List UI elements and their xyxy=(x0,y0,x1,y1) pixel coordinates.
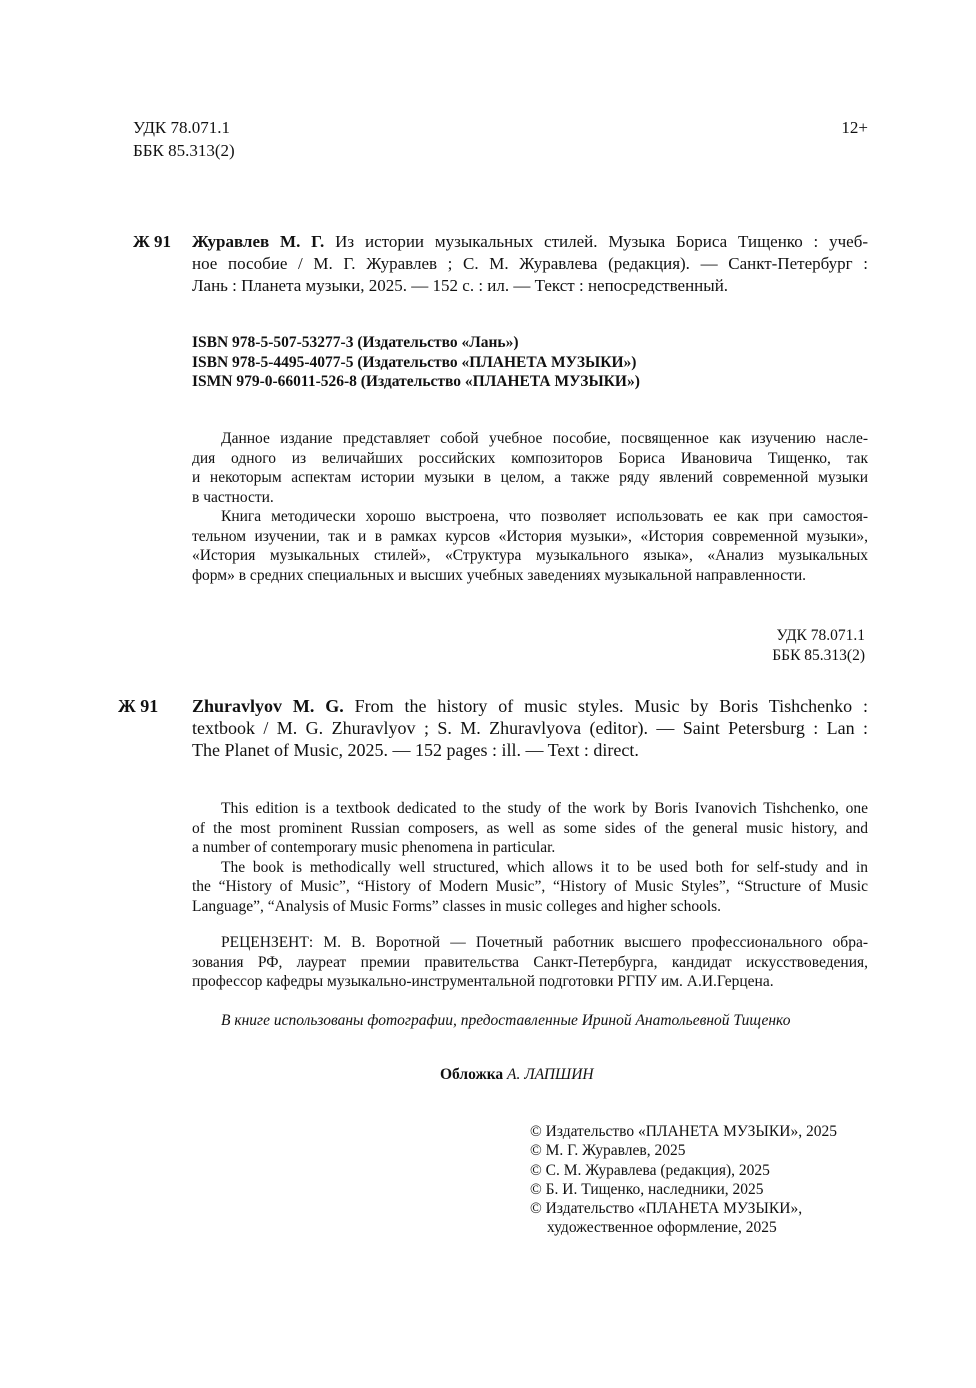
abstract-en-line: This edition is a textbook dedicated to the study of the work by Boris Ivanovich Tishchenko, one xyxy=(221,800,868,817)
abstract-en xyxy=(192,799,868,916)
abstract-ru-line: «История музыкальных стилей», «Структура музыкального языка», «Анализ музыкальных xyxy=(192,547,868,564)
photo-credit: В книге использованы фотографии, предоставленные Ириной Анатольевной Тищенко xyxy=(221,1012,791,1029)
copyright-line: © М. Г. Журавлев, 2025 xyxy=(530,1142,686,1160)
entry-code-ru: Ж 91 xyxy=(133,232,172,251)
entry-ru xyxy=(192,231,868,297)
udk-code: УДК 78.071.1 xyxy=(133,118,231,137)
cover-label: Обложка xyxy=(440,1066,504,1083)
author-en: Zhuravlyov M. G. xyxy=(192,696,344,716)
udk-code-2: УДК 78.071.1 xyxy=(776,627,865,644)
author-ru: Журавлев М. Г. xyxy=(192,232,325,251)
abstract-ru-line: форм» в средних специальных и высших учебных заведениях музыкальной направленности. xyxy=(192,566,807,584)
copyright-line: © Издательство «ПЛАНЕТА МУЗЫКИ», xyxy=(530,1200,803,1218)
copyright-block xyxy=(530,1122,837,1238)
reviewer-line: профессор кафедры музыкально-инструментальной подготовки РГПУ им. А.И.Герцена. xyxy=(192,973,774,990)
entry-code-en: Ж 91 xyxy=(118,696,159,716)
entry-en xyxy=(192,695,868,761)
copyright-line: © Б. И. Тищенко, наследники, 2025 xyxy=(530,1180,764,1198)
entry-ru-line-2: ное пособие / М. Г. Журавлев ; С. М. Журавлева (редакция). — Санкт-Петербург : xyxy=(192,254,868,273)
abstract-ru-line: тельном изучении, так и в рамках курсов «История музыки», «История современной музыки», xyxy=(192,527,868,545)
entry-ru-line-3: Лань : Планета музыки, 2025. — 152 с. : ил. — Текст : непосредственный. xyxy=(192,276,729,295)
isbn-line: ISBN 978-5-507-53277-3 (Издательство «Лань») xyxy=(192,334,519,351)
abstract-en-line: a number of contemporary music phenomena in particular. xyxy=(192,839,556,856)
abstract-ru-line: Книга методически хорошо выстроена, что позволяет использовать ее как при самостоя- xyxy=(221,508,868,525)
reviewer-line: РЕЦЕНЗЕНТ: М. В. Воротной — Почетный работник высшего профессионального обра- xyxy=(221,934,868,951)
isbn-block xyxy=(192,333,640,392)
copyright-line: художественное оформление, 2025 xyxy=(547,1219,777,1237)
abstract-en-line: of the most prominent Russian composers, as well as some sides of the general music history, and xyxy=(192,819,868,837)
isbn-line: ISBN 978-5-4495-4077-5 (Издательство «ПЛАНЕТА МУЗЫКИ») xyxy=(192,353,637,371)
age-rating: 12+ xyxy=(841,118,868,137)
cover-credit xyxy=(440,1065,594,1085)
abstract-ru-line: дия одного из величайших российских композиторов Бориса Ивановича Тищенко, так xyxy=(192,449,868,467)
reviewer-line: зования РФ, лауреат премии правительства Санкт-Петербурга, кандидат искусствоведения, xyxy=(192,953,868,971)
abstract-ru-line: и некоторым аспектам истории музыки в целом, а также ряду явлений современной музыки xyxy=(192,469,868,486)
entry-en-line-3: The Planet of Music, 2025. — 152 pages : ill. — Text : direct. xyxy=(192,740,639,760)
abstract-ru-line: в частности. xyxy=(192,488,274,506)
abstract-ru xyxy=(192,429,868,585)
abstract-en-line: Language”, “Analysis of Music Forms” classes in music colleges and higher schools. xyxy=(192,897,722,915)
ismn-line: ISMN 979-0-66011-526-8 (Издательство «ПЛАНЕТА МУЗЫКИ») xyxy=(192,373,640,390)
abstract-en-line: the “History of Music”, “History of Modern Music”, “History of Music Styles”, “Structure of Music xyxy=(192,878,868,895)
bbk-code-2: ББК 85.313(2) xyxy=(772,647,865,664)
copyright-line: © С. М. Журавлева (редакция), 2025 xyxy=(530,1161,770,1179)
abstract-en-line: The book is methodically well structured, which allows it to be used both for self-study and in xyxy=(221,858,868,876)
entry-en-line-1: Zhuravlyov M. G. From the history of music styles. Music by Boris Tishchenko : xyxy=(192,696,868,716)
copyright-line: © Издательство «ПЛАНЕТА МУЗЫКИ», 2025 xyxy=(530,1123,837,1140)
cover-designer: А. ЛАПШИН xyxy=(507,1066,594,1083)
reviewer xyxy=(192,933,868,992)
abstract-ru-line: Данное издание представляет собой учебное пособие, посвященное как изучению насле- xyxy=(221,430,868,447)
entry-en-line-2: textbook / M. G. Zhuravlyov ; S. M. Zhuravlyova (editor). — Saint Petersburg : Lan : xyxy=(192,718,868,738)
bbk-code: ББК 85.313(2) xyxy=(133,141,235,160)
entry-ru-line-1: Журавлев М. Г. Из истории музыкальных стилей. Музыка Бориса Тищенко : учеб- xyxy=(192,232,869,251)
